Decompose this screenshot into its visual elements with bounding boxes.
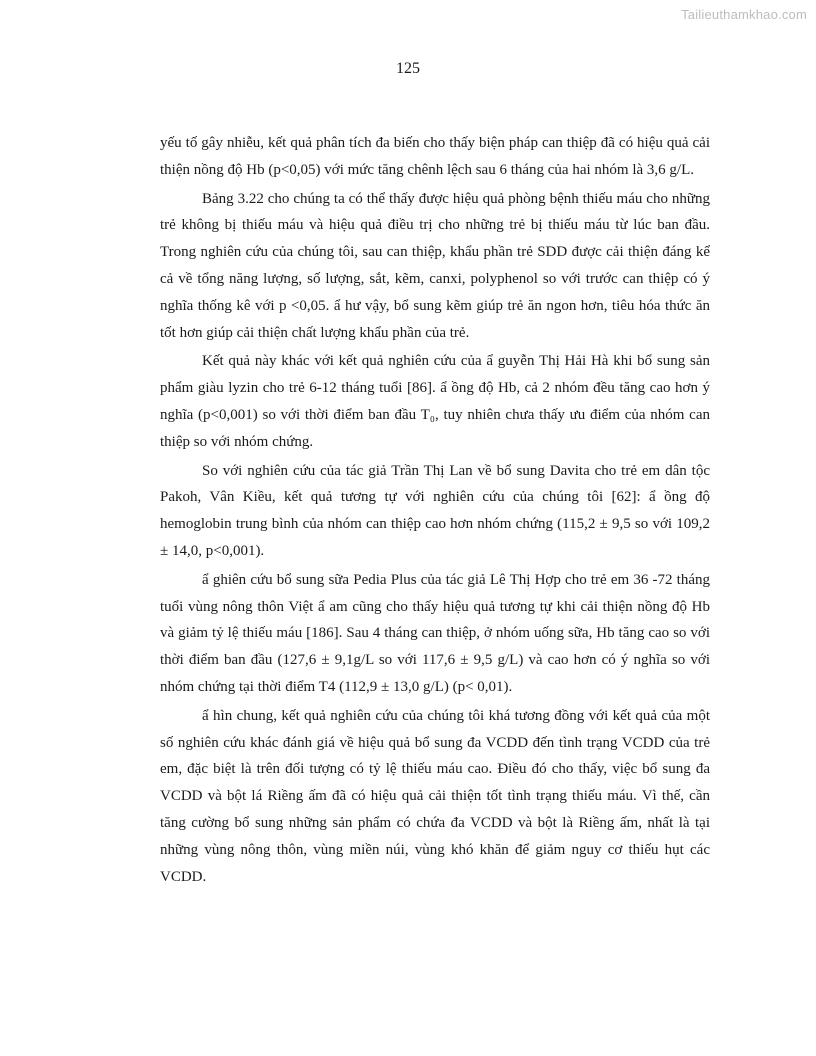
paragraph: ẩ hìn chung, kết quả nghiên cứu của chúng tôi khá tương đồng với kết quả của một số nghiên cứu khác đánh giá về hiệu quả bổ sung đa VCDD đến tình trạng VCDD của trẻ em, đặc biệt là trên đối tượng có tỷ lệ thiếu máu cao. Điều đó cho thấy, việc bổ sung đa VCDD và bột lá Riềng ấm đã có hiệu quả cải thiện tốt tình trạng thiếu máu. Vì thế, cần tăng cường bổ sung những sản phẩm có chứa đa VCDD và bột là Riềng ấm, nhất là tại những vùng nông thôn, vùng miền núi, vùng khó khăn để giảm nguy cơ thiếu hụt các VCDD. [160, 707, 710, 885]
paragraph: Bảng 3.22 cho chúng ta có thể thấy được hiệu quả phòng bệnh thiếu máu cho những trẻ không bị thiếu máu và hiệu quả điều trị cho những trẻ bị thiếu máu từ lúc ban đầu. Trong nghiên cứu của chúng tôi, sau can thiệp, khẩu phần trẻ SDD được cải thiện đáng kể cả về tổng năng lượng, số lượng, sắt, kẽm, canxi, polyphenol so với trước can thiệp có ý nghĩa thống kê với p <0,05. ẩ hư vậy, bổ sung kẽm giúp trẻ ăn ngon hơn, tiêu hóa thức ăn tốt hơn giúp cải thiện chất lượng khẩu phần của trẻ. [160, 190, 710, 341]
watermark: Tailieuthamkhao.com [681, 7, 807, 22]
page-number: 125 [396, 60, 420, 77]
paragraph: Kết quả này khác với kết quả nghiên cứu của ẩ guyễn Thị Hải Hà khi bổ sung sản phẩm giàu lyzin cho trẻ 6-12 tháng tuổi [86]. ẩ ồng độ Hb, cả 2 nhóm đều tăng cao hơn ý nghĩa (p<0,001) so với thời điểm ban đầu T₀, tuy nhiên chưa thấy ưu điểm của nhóm can thiệp so với nhóm chứng. [160, 353, 710, 450]
paragraph: ẩ ghiên cứu bổ sung sữa Pedia Plus của tác giả Lê Thị Hợp cho trẻ em 36 -72 tháng tuổi vùng nông thôn Việt ẩ am cũng cho thấy hiệu quả tương tự khi cải thiện nồng độ Hb và giảm tỷ lệ thiếu máu [186]. Sau 4 tháng can thiệp, ở nhóm uống sữa, Hb tăng cao so với thời điểm ban đầu (127,6 ± 9,1g/L so với 117,6 ± 9,5 g/L) và cao hơn có ý nghĩa so với nhóm chứng tại thời điểm T4 (112,9 ± 13,0 g/L) (p< 0,01). [160, 571, 710, 695]
paragraph: yếu tố gây nhiễu, kết quả phân tích đa biến cho thấy biện pháp can thiệp đã có hiệu quả cải thiện nồng độ Hb (p<0,05) với mức tăng chênh lệch sau 6 tháng của hai nhóm là 3,6 g/L. [160, 135, 710, 178]
document-body [160, 130, 710, 892]
paragraph: So với nghiên cứu của tác giả Trần Thị Lan về bổ sung Davita cho trẻ em dân tộc Pakoh, Vân Kiều, kết quả tương tự với nghiên cứu của chúng tôi [62]: ẩ ồng độ hemoglobin trung bình của nhóm can thiệp cao hơn nhóm chứng (115,2 ± 9,5 so với 109,2 ± 14,0, p<0,001). [160, 462, 710, 559]
